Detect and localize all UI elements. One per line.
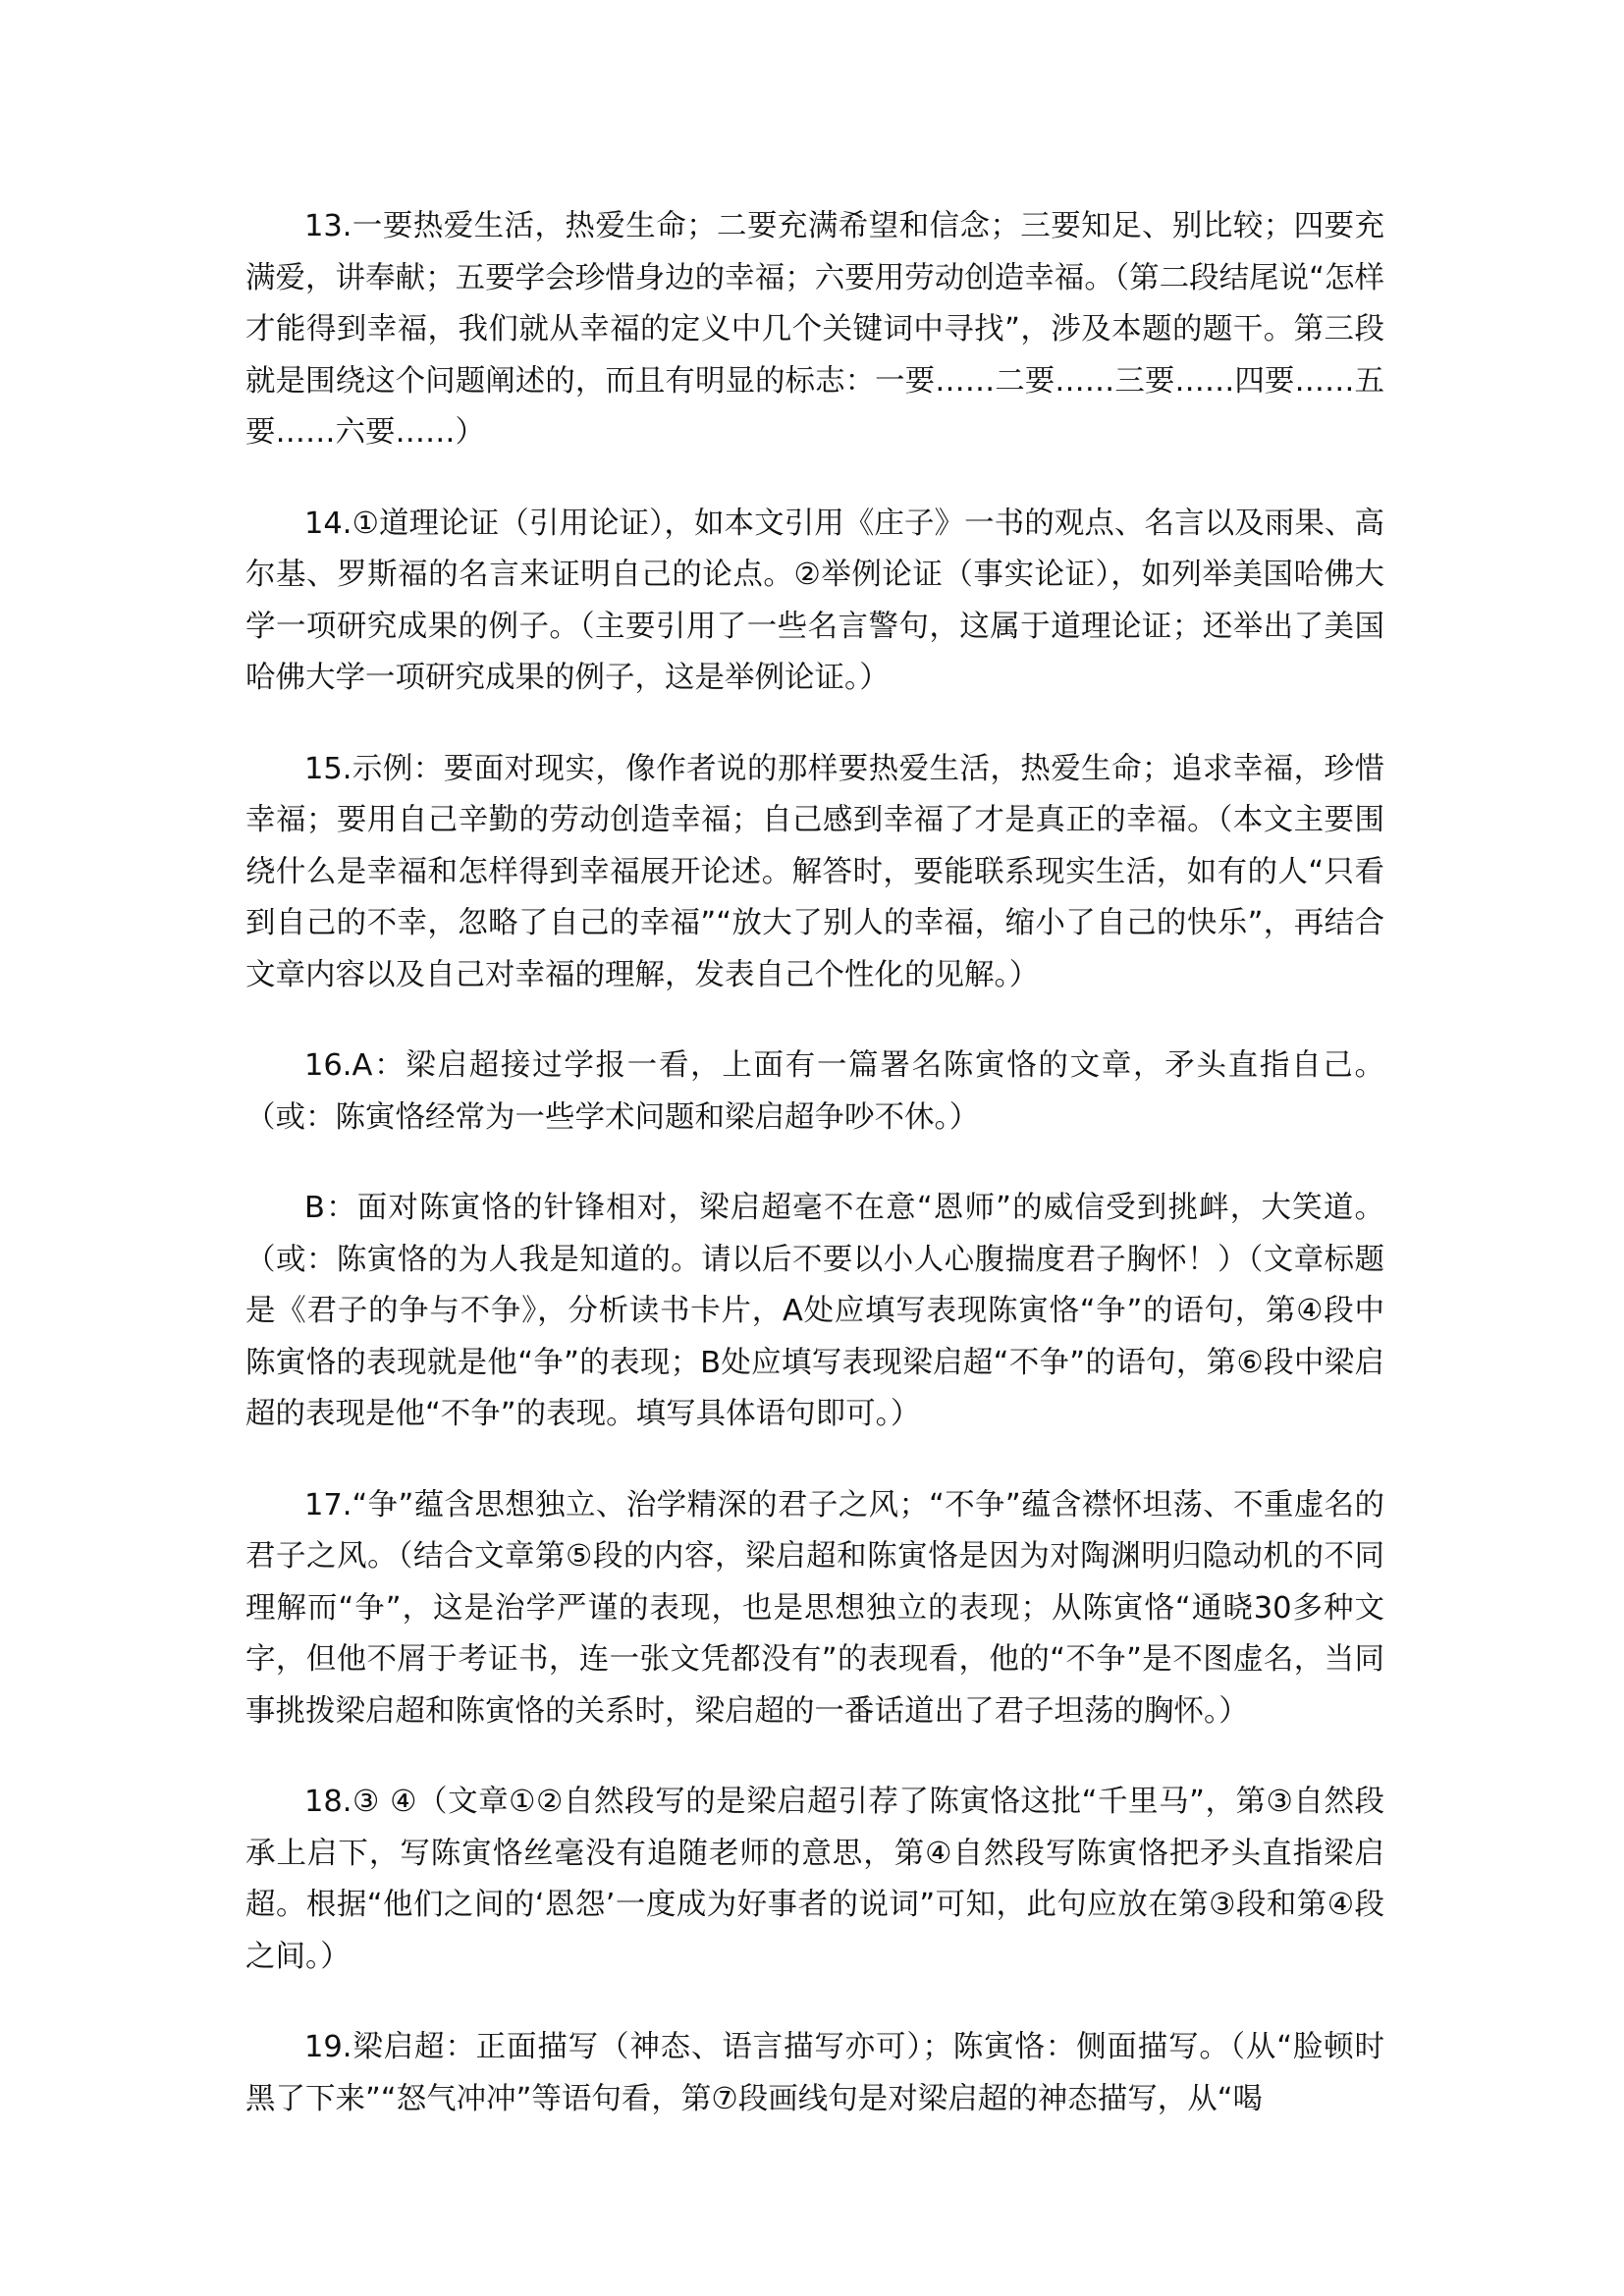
answer-17 (245, 1480, 1384, 1738)
answer-14-text: 14.①道理论证（引用论证），如本文引用《庄子》一书的观点、名言以及雨果、高尔基、罗斯福的名言来证明自己的论点。②举例论证（事实论证），如列举美国哈佛大学一项研究成果的例子。（主要引用了一些名言警句，这属于道理论证；还举出了美国哈佛大学一项研究成果的例子，这是举例论证。） (245, 506, 1384, 695)
answer-18 (245, 1777, 1384, 1983)
answer-19 (245, 2022, 1384, 2125)
answer-13-text: 13.一要热爱生活，热爱生命；二要充满希望和信念；三要知足、别比较；四要充满爱，讲奉献；五要学会珍惜身边的幸福；六要用劳动创造幸福。（第二段结尾说“怎样才能得到幸福，我们就从幸福的定义中几个关键词中寻找”，涉及本题的题干。第三段就是围绕这个问题阐述的，而且有明显的标志：一要……二要……三要……四要……五要……六要……） (245, 209, 1384, 450)
answer-16a (245, 1041, 1384, 1144)
answer-14 (245, 499, 1384, 705)
answer-13 (245, 201, 1384, 459)
answer-18-text: 18.③ ④（文章①②自然段写的是梁启超引荐了陈寅恪这批“千里马”，第③自然段承上启下，写陈寅恪丝毫没有追随老师的意思，第④自然段写陈寅恪把矛头直指梁启超。根据“他们之间的‘恩怨’一度成为好事者的说词”可知，此句应放在第③段和第④段之间。） (245, 1785, 1384, 1974)
answer-17-text: 17.“争”蕴含思想独立、治学精深的君子之风；“不争”蕴含襟怀坦荡、不重虚名的君子之风。（结合文章第⑤段的内容，梁启超和陈寅恪是因为对陶渊明归隐动机的不同理解而“争”，这是治学严谨的表现，也是思想独立的表现；从陈寅恪“通晓30多种文字，但他不屑于考证书，连一张文凭都没有”的表现看，他的“不争”是不图虚名，当同事挑拨梁启超和陈寅恪的关系时，梁启超的一番话道出了君子坦荡的胸怀。） (245, 1487, 1384, 1729)
answer-16a-text: 16.A：梁启超接过学报一看，上面有一篇署名陈寅恪的文章，矛头直指自己。（或：陈寅恪经常为一些学术问题和梁启超争吵不休。） (245, 1048, 1384, 1135)
answer-19-text: 19.梁启超：正面描写（神态、语言描写亦可）；陈寅恪：侧面描写。（从“脸顿时黑了下来”“怒气冲冲”等语句看，第⑦段画线句是对梁启超的神态描写，从“喝 (245, 2030, 1384, 2116)
answer-key-content (245, 201, 1384, 2164)
answer-16b-text: B：面对陈寅恪的针锋相对，梁启超毫不在意“恩师”的威信受到挑衅，大笑道。（或：陈寅恪的为人我是知道的。请以后不要以小人心腹揣度君子胸怀！）（文章标题是《君子的争与不争》，分析读书卡片，A处应填写表现陈寅恪“争”的语句，第④段中陈寅恪的表现就是他“争”的表现；B处应填写表现梁启超“不争”的语句，第⑥段中梁启超的表现是他“不争”的表现。填写具体语句即可。） (245, 1191, 1384, 1431)
answer-16b (245, 1183, 1384, 1441)
answer-15 (245, 744, 1384, 1002)
answer-15-text: 15.示例：要面对现实，像作者说的那样要热爱生活，热爱生命；追求幸福，珍惜幸福；要用自己辛勤的劳动创造幸福；自己感到幸福了才是真正的幸福。（本文主要围绕什么是幸福和怎样得到幸福展开论述。解答时，要能联系现实生活，如有的人“只看到自己的不幸，忽略了自己的幸福”“放大了别人的幸福，缩小了自己的快乐”，再结合文章内容以及自己对幸福的理解，发表自己个性化的见解。） (245, 751, 1384, 992)
